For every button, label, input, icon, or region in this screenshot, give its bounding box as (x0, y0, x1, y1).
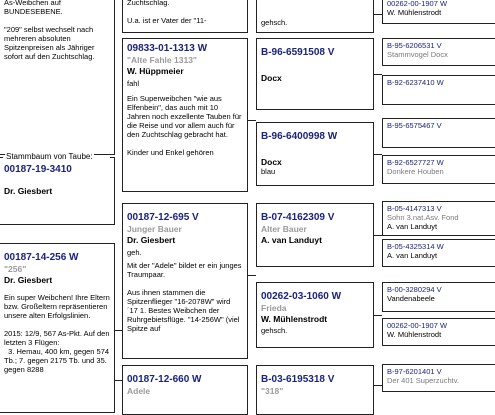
great-grandmother-docx-ring: B-96-6400998 W (261, 131, 338, 142)
ancestor-owner-5: A. van Landuyt (387, 222, 438, 231)
grandmother-owner: W. Hüppmeier (127, 66, 184, 76)
alter-bauer-owner: A. van Landuyt (261, 235, 322, 245)
ancestor-owner-0: W. Mühlenstrodt (387, 8, 442, 17)
ancestor-ring-9: B-97-6201401 V (387, 367, 442, 376)
ancestor-ring-7: B-00-3280294 V (387, 285, 442, 294)
grandmother-color: fahl (127, 79, 140, 88)
great-grandmother-docx-color: blau (261, 167, 276, 176)
grandfather-description: Zuchtschlag. U.a. ist er Vater der "11- (127, 0, 207, 25)
grandmother-description: Ein Superweibchen "wie aus Elfenbein", das auch mit 10 Jahren noch exzellente Tauben für die Reise und vor allem auch für den Zuchtschlag gebracht hat. Kinder und Enkel gehören (127, 94, 242, 157)
ancestor-box-2[interactable] (382, 75, 495, 105)
ancestor-owner-7: Vandenabeele (387, 294, 435, 303)
great-grandfather-docx-ring: B-96-6591508 V (261, 47, 335, 58)
maternal-grandfather-owner: Dr. Giesbert (127, 235, 176, 245)
pigeon-318-box[interactable] (256, 365, 374, 415)
frieda-nickname: Frieda (261, 303, 287, 313)
ancestor-ring-1: B-95-6206531 V (387, 41, 442, 50)
maternal-grandmother-ring-number: 00187-12-660 W (127, 374, 202, 385)
great-grandfather-docx-owner: Docx (261, 73, 282, 83)
mother-nickname: "256" (4, 264, 27, 274)
frieda-color: gehsch. (261, 326, 288, 335)
ancestor-box-9[interactable] (382, 364, 495, 392)
maternal-grandfather-description: Mit der "Adele" bildet er ein junges Traumpaar. Aus ihnen stammen die Spitzenflieger "16-2078W" wird ´17 1. Bestes Weibchen der Ruhrgebietsflüge. "14-256W" (viel Spitze auf (127, 261, 242, 333)
maternal-grandfather-nickname: Junger Bauer (127, 224, 182, 234)
ancestor-box-3[interactable] (382, 118, 495, 148)
subject-owner: Dr. Giesbert (4, 186, 53, 196)
ancestor-ring-6: B-05-4325314 W (387, 242, 444, 251)
ancestor-note-1: Stammvogel Docx (387, 50, 448, 59)
ancestor-ring-2: B-92-6237410 W (387, 78, 444, 87)
ancestor-box-7[interactable] (382, 282, 495, 312)
mother-box[interactable] (0, 243, 115, 413)
mother-owner: Dr. Giesbert (4, 275, 53, 285)
great-grandfather-docx-box[interactable] (256, 38, 374, 110)
ancestor-note-5: Sohn 3.nat.Asv. Fond (387, 213, 459, 222)
maternal-grandfather-box[interactable] (122, 203, 248, 359)
ancestor-box-5[interactable] (382, 201, 495, 236)
alter-bauer-box[interactable] (256, 203, 374, 267)
ancestor-box-6[interactable] (382, 239, 495, 267)
great-grandmother-docx-box[interactable] (256, 122, 374, 186)
ancestor-ring-4: B-92-6527727 W (387, 158, 444, 167)
gen3-top-fragment[interactable] (256, 0, 374, 33)
ancestor-box-4[interactable] (382, 155, 495, 184)
great-grandmother-docx-owner: Docx (261, 157, 282, 167)
maternal-grandmother-nickname: Adele (127, 386, 151, 396)
stammbaum-label: Stammbaum von Taube: (6, 152, 93, 161)
ancestor-owner-8: W. Mühlenstrodt (387, 330, 442, 339)
frieda-ring: 00262-03-1060 W (261, 291, 342, 302)
father-description: As-Weibchen auf BUNDESEBENE. "209" selbst wechselt nach mehreren absoluten Spitzenpreisen als Jähriger sofort auf den Zuchtschlag. (4, 0, 95, 61)
ancestor-note-9: Der 401 Superzuchtv. (387, 376, 459, 385)
frieda-owner: W. Mühlenstrodt (261, 314, 328, 324)
pigeon-318-ring: B-03-6195318 V (261, 374, 335, 385)
mother-description: Ein super Weibchen! Ihre Eltern bzw. Großeltern repräsentieren unsere alten Erfolgslinien. 2015: 12/9, 567 As-Pkt. Auf den letzten 3 Flügen: 3. Hemau, 400 km, gegen 574 Tb.; 7. gegen 2175 Tb. und 35. gegen 8288 (4, 293, 110, 374)
mother-ring-number: 00187-14-256 W (4, 252, 79, 263)
ancestor-box-8[interactable] (382, 318, 495, 346)
ancestor-owner-6: A. van Landuyt (387, 251, 438, 260)
grandfather-fragment[interactable] (122, 0, 248, 33)
maternal-grandfather-color: geh. (127, 248, 142, 257)
pigeon-318-nickname: "318" (261, 386, 284, 396)
ancestor-ring-3: B-95-6575467 V (387, 121, 442, 130)
alter-bauer-nickname: Alter Bauer (261, 224, 307, 234)
ancestor-box-0[interactable] (382, 0, 495, 24)
grandmother-box[interactable] (122, 38, 248, 192)
alter-bauer-ring: B-07-4162309 V (261, 212, 335, 223)
father-info-fragment[interactable] (0, 0, 115, 155)
grandmother-nickname: "Alte Fahle 1313" (127, 55, 197, 65)
ancestor-ring-8: 00262-00-1907 W (387, 321, 448, 330)
ancestor-note-4: Donkere Houben (387, 167, 444, 176)
grandmother-ring-number: 09833-01-1313 W (127, 43, 208, 54)
ancestor-ring-0: 00262-00-1907 W (387, 0, 448, 8)
ancestor-ring-5: B-05-4147313 V (387, 204, 442, 213)
gen3-top-color: gehsch. (261, 18, 288, 27)
subject-ring-number: 00187-19-3410 (4, 164, 72, 175)
maternal-grandfather-ring-number: 00187-12-695 V (127, 212, 199, 223)
maternal-grandmother-box[interactable] (122, 365, 248, 415)
subject-pigeon-box[interactable] (0, 157, 115, 225)
frieda-box[interactable] (256, 282, 374, 348)
ancestor-box-1[interactable] (382, 38, 495, 66)
